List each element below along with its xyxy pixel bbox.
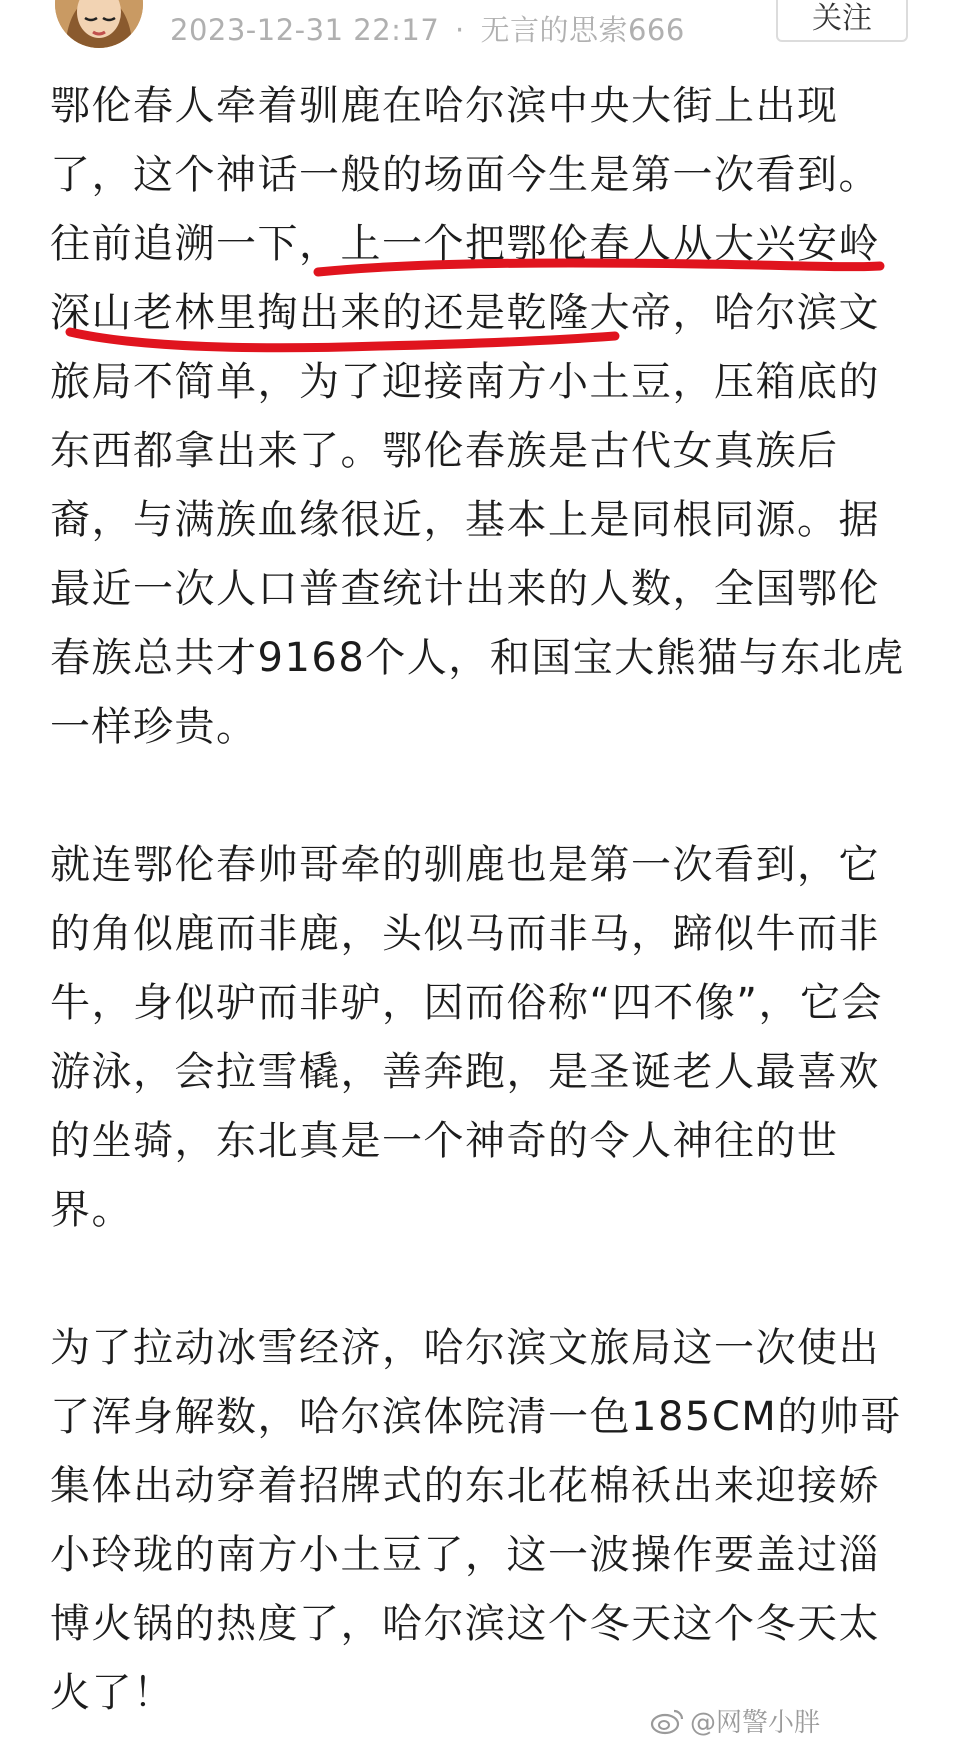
watermark <box>650 1702 820 1739</box>
article-paragraph-1: 鄂伦春人牵着驯鹿在哈尔滨中央大街上出现了，这个神话一般的场面今生是第一次看到。往前追溯一下，上一个把鄂伦春人从大兴安岭深山老林里掏出来的还是乾隆大帝，哈尔滨文旅局不简单，为了迎接南方小土豆，压箱底的东西都拿出来了。鄂伦春族是古代女真族后裔，与满族血缘很近，基本上是同根同源。据最近一次人口普查统计出来的人数，全国鄂伦春族总共才9168个人，和国宝大熊猫与东北虎一样珍贵。 <box>50 83 905 750</box>
watermark-text: @网警小胖 <box>690 1708 821 1738</box>
post-timestamp: 2023-12-31 22:17 <box>170 13 440 47</box>
author-avatar[interactable] <box>55 0 143 48</box>
post-meta <box>170 8 685 49</box>
meta-separator: · <box>455 13 465 47</box>
article-body <box>50 72 920 1728</box>
article-paragraph-3: 为了拉动冰雪经济，哈尔滨文旅局这一次使出了浑身解数，哈尔滨体院清一色185CM的帅哥集体出动穿着招牌式的东北花棉袄出来迎接娇小玲珑的南方小土豆了，这一波操作要盖过淄博火锅的热度了，哈尔滨这个冬天这个冬天太火了！ <box>50 1325 902 1716</box>
weibo-icon <box>650 1707 684 1735</box>
avatar-illustration-icon <box>55 0 143 48</box>
author-name[interactable]: 无言的思索666 <box>480 13 685 47</box>
article-paragraph-2: 就连鄂伦春帅哥牵的驯鹿也是第一次看到，它的角似鹿而非鹿，头似马而非马，蹄似牛而非牛，身似驴而非驴，因而俗称“四不像”，它会游泳，会拉雪橇，善奔跑，是圣诞老人最喜欢的坐骑，东北真是一个神奇的令人神往的世界。 <box>50 842 883 1233</box>
follow-button[interactable]: 关注 <box>776 0 908 42</box>
post-header <box>0 0 960 58</box>
